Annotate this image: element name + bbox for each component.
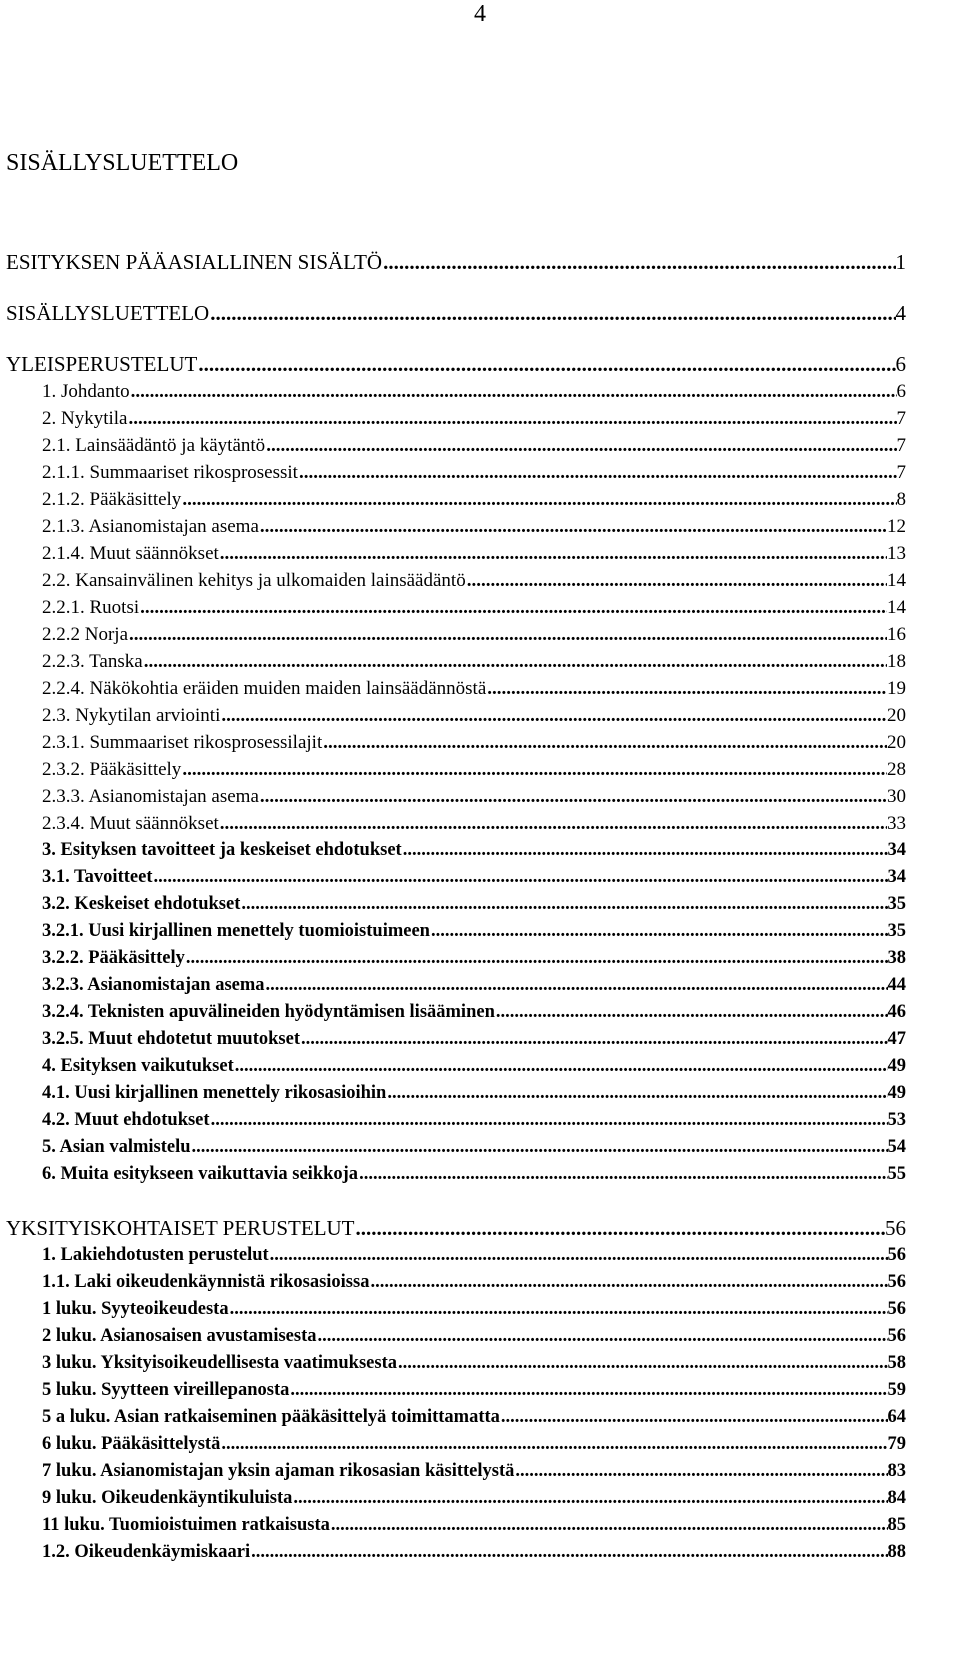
toc-entry (6, 624, 906, 654)
dot-leader (383, 250, 895, 275)
toc-entry (6, 408, 906, 438)
toc-entry-label: 2.3. Nykytilan arviointi (42, 705, 221, 726)
toc-entry-label: 1. Lakiehdotusten perustelut (42, 1245, 269, 1265)
toc-entry-label: 2.2.4. Näkökohtia eräiden muiden maiden lainsäädännöstä (42, 678, 487, 699)
toc-entry (6, 1110, 906, 1140)
dot-leader (241, 894, 887, 915)
toc-entry-label: 2.3.4. Muut säännökset (42, 813, 219, 834)
toc-entry-label: 2.3.1. Summaariset rikosprosessilajit (42, 732, 323, 753)
toc-entry-page: 8 (896, 489, 906, 510)
toc-entry-page: 79 (887, 1434, 906, 1454)
toc-entry-label: 6 luku. Pääkäsittelystä (42, 1434, 221, 1454)
toc-entry-page: 6 (895, 352, 906, 376)
toc-entry-label: 2 luku. Asianosaisen avustamisesta (42, 1326, 317, 1346)
toc-entry-page: 6 (896, 381, 906, 402)
dot-leader (370, 1272, 887, 1293)
toc-entry-page: 35 (887, 921, 906, 941)
toc-entry-page: 46 (887, 1002, 906, 1022)
toc-entry (6, 1407, 906, 1437)
toc-entry-label: 9 luku. Oikeudenkäyntikuluista (42, 1488, 293, 1508)
toc-entry-label: YLEISPERUSTELUT (6, 352, 198, 376)
toc-entry-label: ESITYKSEN PÄÄASIALLINEN SISÄLTÖ (6, 250, 383, 274)
toc-entry-page: 35 (887, 894, 906, 914)
toc-entry-label: 4. Esityksen vaikutukset (42, 1056, 234, 1076)
toc-entry-label: 4.1. Uusi kirjallinen menettely rikosasioihin (42, 1083, 387, 1103)
dot-leader (210, 301, 895, 326)
toc-entry (6, 301, 906, 331)
toc-entry (6, 1515, 906, 1545)
toc-entry-page: 12 (887, 516, 906, 537)
toc-entry (6, 1488, 906, 1518)
dot-leader (496, 1002, 888, 1023)
dot-leader (182, 489, 896, 511)
dot-leader (266, 975, 888, 996)
toc-entry-page: 19 (887, 678, 906, 699)
toc-entry (6, 1326, 906, 1356)
toc-entry-page: 56 (887, 1272, 906, 1292)
toc-entry (6, 840, 906, 870)
dot-leader (317, 1326, 887, 1347)
dot-leader (230, 1299, 888, 1320)
toc-entry-page: 85 (887, 1515, 906, 1535)
toc-entry-label: 2.3.2. Pääkäsittely (42, 759, 182, 780)
toc-entry-page: 44 (887, 975, 906, 995)
toc-entry-label: 5 luku. Syytteen vireillepanosta (42, 1380, 290, 1400)
toc-entry (6, 1461, 906, 1491)
toc-entry (6, 894, 906, 924)
dot-leader (266, 435, 896, 457)
dot-leader (260, 516, 887, 538)
toc-entry (6, 250, 906, 280)
toc-entry-label: 5. Asian valmistelu (42, 1137, 191, 1157)
toc-entry (6, 1083, 906, 1113)
toc-entry-label: 1 luku. Syyteoikeudesta (42, 1299, 229, 1319)
dot-leader (182, 759, 887, 781)
toc-entry-label: 2.1. Lainsäädäntö ja käytäntö (42, 435, 266, 456)
toc-entry-label: 1.1. Laki oikeudenkäynnistä rikosasioissa (42, 1272, 370, 1292)
toc-entry-page: 14 (887, 570, 906, 591)
toc-entry-page: 56 (887, 1299, 906, 1319)
toc-entry (6, 1056, 906, 1086)
dot-leader (299, 462, 897, 484)
toc-entry-page: 49 (887, 1083, 906, 1103)
toc-entry-page: 84 (887, 1488, 906, 1508)
toc-entry (6, 975, 906, 1005)
dot-leader (487, 678, 887, 700)
toc-entry-label: 2.1.4. Muut säännökset (42, 543, 219, 564)
toc-entry (6, 543, 906, 573)
toc-entry-label: 2.2.1. Ruotsi (42, 597, 140, 618)
toc-entry-label: 7 luku. Asianomistajan yksin ajaman rikosasian käsittelystä (42, 1461, 515, 1481)
toc-entry (6, 1002, 906, 1032)
toc-entry-label: 3.2.4. Teknisten apuvälineiden hyödyntämisen lisääminen (42, 1002, 495, 1022)
toc-entry-page: 18 (887, 651, 906, 672)
toc-entry-page: 88 (887, 1542, 906, 1562)
toc-entry-page: 56 (885, 1216, 906, 1240)
toc-entry (6, 786, 906, 816)
dot-leader (431, 921, 888, 942)
toc-entry (6, 1245, 906, 1275)
toc-entry-page: 16 (887, 624, 906, 645)
dot-leader (221, 705, 887, 727)
toc-entry-label: 2.1.3. Asianomistajan asema (42, 516, 259, 537)
toc-entry-page: 1 (895, 250, 906, 274)
toc-entry-label: 2.2.3. Tanska (42, 651, 143, 672)
dot-leader (220, 813, 887, 835)
dot-leader (301, 1029, 888, 1050)
toc-entry (6, 813, 906, 843)
toc-entry (6, 759, 906, 789)
toc-entry (6, 1353, 906, 1383)
toc-entry (6, 597, 906, 627)
toc-entry-page: 38 (887, 948, 906, 968)
toc-entry-page: 7 (896, 408, 906, 429)
toc-entry (6, 1299, 906, 1329)
toc-entry-label: 5 a luku. Asian ratkaiseminen pääkäsittelyä toimittamatta (42, 1407, 500, 1427)
toc-entry-label: 2. Nykytila (42, 408, 128, 429)
dot-leader (221, 1434, 887, 1455)
toc-entry-label: 2.1.1. Summaariset rikosprosessit (42, 462, 298, 483)
dot-leader (356, 1216, 885, 1241)
toc-entry-label: 6. Muita esitykseen vaikuttavia seikkoja (42, 1164, 359, 1184)
dot-leader (251, 1542, 887, 1563)
dot-leader (129, 624, 887, 646)
toc-entry-label: 1.2. Oikeudenkäymiskaari (42, 1542, 251, 1562)
dot-leader (359, 1164, 887, 1185)
toc-entry-label: 3.1. Tavoitteet (42, 867, 153, 887)
toc-entry-label: SISÄLLYSLUETTELO (6, 301, 210, 325)
dot-leader (293, 1488, 887, 1509)
toc-entry-page: 56 (887, 1326, 906, 1346)
toc-entry-page: 64 (887, 1407, 906, 1427)
toc-entry-label: 1. Johdanto (42, 381, 130, 402)
toc-entry (6, 1164, 906, 1194)
dot-leader (144, 651, 887, 673)
toc-entry-label: 3. Esityksen tavoitteet ja keskeiset ehdotukset (42, 840, 402, 860)
toc-entry (6, 948, 906, 978)
dot-leader (129, 408, 897, 430)
toc-entry-label: YKSITYISKOHTAISET PERUSTELUT (6, 1216, 355, 1240)
toc-entry (6, 1434, 906, 1464)
toc-entry (6, 462, 906, 492)
dot-leader (515, 1461, 887, 1482)
toc-entry (6, 678, 906, 708)
dot-leader (403, 840, 888, 861)
toc-entry (6, 516, 906, 546)
toc-entry-page: 59 (887, 1380, 906, 1400)
toc-entry-page: 47 (887, 1029, 906, 1049)
dot-leader (131, 381, 897, 403)
toc-entry-page: 13 (887, 543, 906, 564)
dot-leader (198, 352, 895, 377)
dot-leader (153, 867, 887, 888)
toc-entry-page: 20 (887, 732, 906, 753)
dot-leader (186, 948, 888, 969)
toc-entry-label: 3.2. Keskeiset ehdotukset (42, 894, 241, 914)
dot-leader (140, 597, 887, 619)
dot-leader (501, 1407, 888, 1428)
toc-entry-page: 14 (887, 597, 906, 618)
toc-entry (6, 352, 906, 382)
toc-entry-page: 58 (887, 1353, 906, 1373)
toc-entry-label: 3.2.1. Uusi kirjallinen menettely tuomioistuimeen (42, 921, 430, 941)
toc-entry-page: 30 (887, 786, 906, 807)
toc-entry-label: 2.2. Kansainvälinen kehitys ja ulkomaiden lainsäädäntö (42, 570, 466, 591)
dot-leader (235, 1056, 888, 1077)
dot-leader (323, 732, 887, 754)
dot-leader (398, 1353, 888, 1374)
toc-entry-label: 3.2.3. Asianomistajan asema (42, 975, 265, 995)
toc-entry (6, 921, 906, 951)
toc-entry (6, 1137, 906, 1167)
dot-leader (467, 570, 887, 592)
toc-entry-label: 3.2.2. Pääkäsittely (42, 948, 185, 968)
toc-entry (6, 732, 906, 762)
dot-leader (260, 786, 887, 808)
toc-entry (6, 651, 906, 681)
toc-entry-page: 28 (887, 759, 906, 780)
toc-entry-label: 3 luku. Yksityisoikeudellisesta vaatimuksesta (42, 1353, 397, 1373)
page-title: SISÄLLYSLUETTELO (6, 150, 239, 176)
toc-entry-page: 53 (887, 1110, 906, 1130)
toc-entry-label: 4.2. Muut ehdotukset (42, 1110, 210, 1130)
toc-entry (6, 381, 906, 411)
toc-entry (6, 867, 906, 897)
toc-entry-label: 2.3.3. Asianomistajan asema (42, 786, 259, 807)
toc-entry (6, 1272, 906, 1302)
toc-entry (6, 1380, 906, 1410)
toc-entry (6, 1029, 906, 1059)
dot-leader (290, 1380, 887, 1401)
toc-entry-label: 3.2.5. Muut ehdotetut muutokset (42, 1029, 300, 1049)
toc-entry-label: 2.1.2. Pääkäsittely (42, 489, 182, 510)
toc-entry-page: 56 (887, 1245, 906, 1265)
toc-entry-page: 33 (887, 813, 906, 834)
dot-leader (192, 1137, 888, 1158)
toc-entry-page: 7 (896, 435, 906, 456)
toc-entry-label: 11 luku. Tuomioistuimen ratkaisusta (42, 1515, 330, 1535)
dot-leader (387, 1083, 887, 1104)
dot-leader (331, 1515, 888, 1536)
toc-entry-page: 49 (887, 1056, 906, 1076)
toc-entry (6, 435, 906, 465)
toc-entry-page: 83 (887, 1461, 906, 1481)
toc-entry-page: 34 (887, 867, 906, 887)
dot-leader (220, 543, 887, 565)
toc-entry-page: 7 (896, 462, 906, 483)
toc-entry-page: 4 (895, 301, 906, 325)
toc-entry (6, 1216, 906, 1246)
toc-entry-page: 34 (887, 840, 906, 860)
toc-entry-page: 54 (887, 1137, 906, 1157)
page-number: 4 (474, 1, 486, 27)
toc-entry (6, 705, 906, 735)
toc-entry-page: 55 (887, 1164, 906, 1184)
dot-leader (211, 1110, 888, 1131)
toc-entry-label: 2.2.2 Norja (42, 624, 129, 645)
toc-entry (6, 570, 906, 600)
dot-leader (270, 1245, 888, 1266)
toc-entry-page: 20 (887, 705, 906, 726)
toc-entry (6, 1542, 906, 1572)
toc-entry (6, 489, 906, 519)
